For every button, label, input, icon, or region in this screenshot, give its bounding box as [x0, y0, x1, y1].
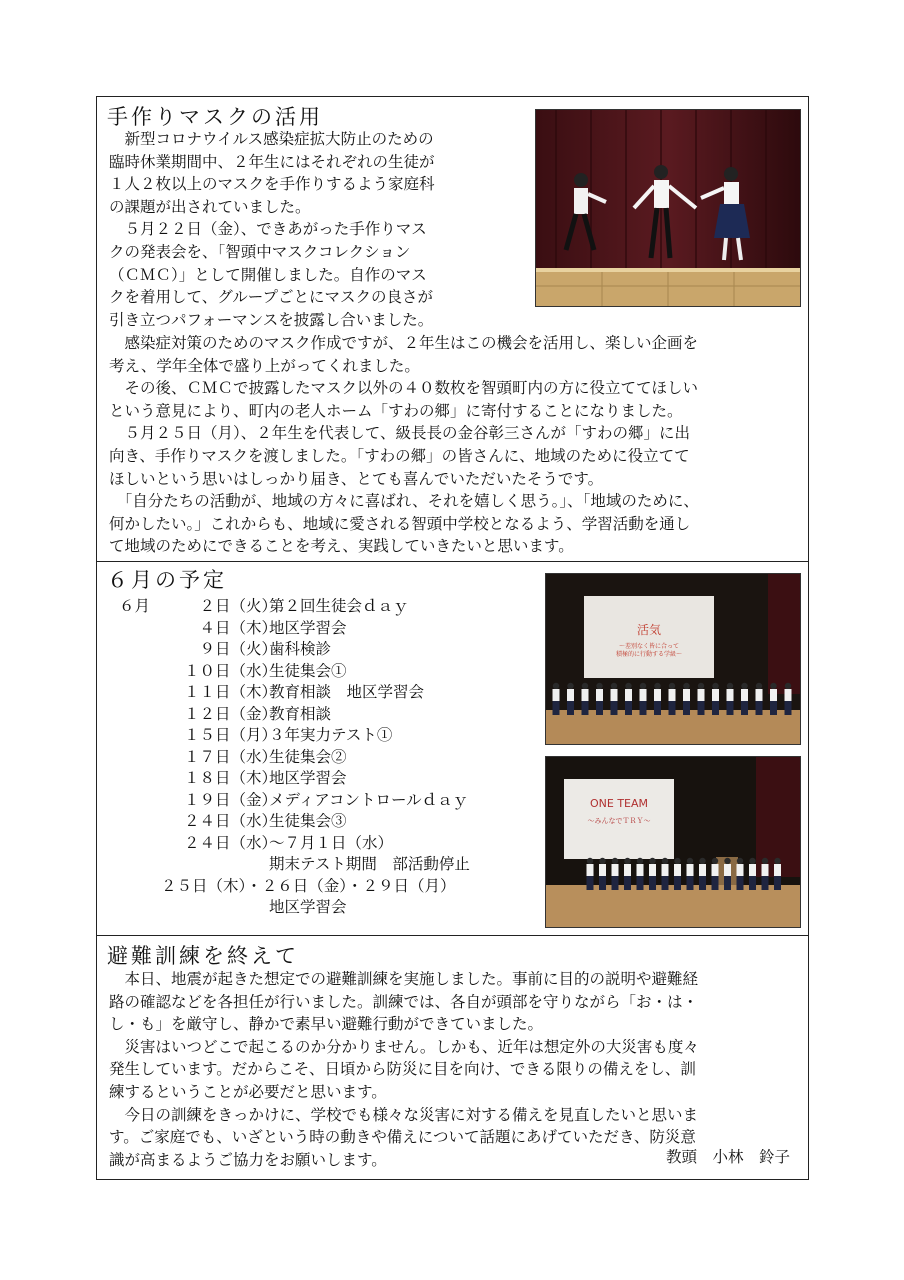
section-evacuation-drill: [96, 936, 809, 1180]
student-uniform: [596, 701, 603, 715]
schedule-date: １７日（水）: [183, 747, 277, 766]
screen-title: 活気: [636, 623, 662, 637]
text-line: （ＣＭＣ）」として開催しました。自作のマス: [109, 265, 427, 284]
schedule-event: 地区学習会: [269, 618, 347, 637]
text-line: 感染症対策のためのマスク作成ですが、２年生はこの機会を活用し、楽しい企画を: [109, 334, 699, 352]
text-line: 災害はいつどこで起こるのか分かりません。しかも、近年は想定外の大災害も度々: [109, 1037, 699, 1056]
student-shirt: [674, 864, 681, 876]
text-line: 「自分たちの活動が、地域の方々に喜ばれ、それを嬉しく思う。」、「地域のために、: [109, 492, 699, 511]
student-head: [640, 683, 646, 689]
student-head: [712, 858, 718, 864]
student-shirt: [737, 864, 744, 876]
text-line: 引き立つパフォーマンスを披露し合いました。: [109, 310, 434, 329]
schedule-event: 教育相談 地区学習会: [269, 683, 425, 701]
student-uniform: [712, 701, 719, 715]
paragraph-top: [109, 128, 435, 331]
student-uniform: [669, 701, 676, 715]
student-uniform: [687, 876, 694, 890]
student-uniform: [612, 876, 619, 890]
student-uniform: [698, 701, 705, 715]
paragraph-drill: [109, 968, 699, 1171]
text-line: し・も」を厳守し、静かで素早い避難行動ができていました。: [109, 1015, 544, 1034]
student-head: [624, 858, 630, 864]
student-shirt: [683, 689, 690, 701]
mask-performance-photo: [535, 109, 801, 307]
paragraph-full: [109, 332, 699, 558]
schedule-event: 教育相談: [269, 704, 332, 723]
text-line: て地域のためにできることを考え、実践していきたいと思います。: [109, 537, 574, 556]
student-head: [567, 683, 573, 689]
student-head: [649, 858, 655, 864]
student-shirt: [687, 864, 694, 876]
student-uniform: [699, 876, 706, 890]
text-line: す。ご家庭でも、いざという時の動きや備えについて話題にあげていただき、防災意: [109, 1128, 696, 1147]
student-uniform: [662, 876, 669, 890]
student-head: [654, 683, 660, 689]
text-line: 何かしたい。」これからも、地域に愛される智頭中学校となるよう、学習活動を通し: [109, 514, 691, 533]
student-head: [553, 683, 559, 689]
schedule-event: 第２回生徒会ｄａｙ: [269, 597, 409, 615]
screen-title: ONE TEAM: [589, 797, 649, 810]
student-head: [712, 683, 718, 689]
schedule-event: 生徒集会①: [269, 661, 347, 680]
student-shirt: [762, 864, 769, 876]
section-title: ６月の予定: [107, 568, 227, 592]
text-line: 考え、学年全体で盛り上がってくれました。: [109, 356, 420, 375]
student-shirt: [654, 689, 661, 701]
text-line: の課題が出されていました。: [109, 197, 311, 216]
section-title: 手作りマスクの活用: [107, 105, 323, 129]
section-handmade-masks: [96, 96, 809, 562]
student-shirt: [612, 864, 619, 876]
assembly-photo-2: [545, 756, 801, 928]
student-shirt: [625, 689, 632, 701]
schedule-event: 地区学習会: [269, 769, 347, 787]
schedule-date: １０日（水）: [183, 661, 277, 680]
student-uniform: [611, 701, 618, 715]
schedule-date: １５日（月）: [183, 726, 277, 744]
student-head: [662, 858, 668, 864]
student-head: [749, 858, 755, 864]
text-line: ５月２２日（金）、できあがった手作りマス: [109, 220, 427, 239]
student-uniform: [553, 701, 560, 715]
student-head: [762, 858, 768, 864]
text-line: 識が高まるようご協力をお願いします。: [109, 1150, 387, 1169]
student-uniform: [741, 701, 748, 715]
section-june-schedule: [96, 562, 809, 936]
schedule-event: 生徒集会②: [269, 747, 347, 766]
student-shirt: [582, 689, 589, 701]
schedule-date: １１日（木）: [183, 683, 277, 701]
text-line: 本日、地震が起きた想定での避難訓練を実施しました。事前に目的の説明や避難経: [109, 970, 699, 988]
student-uniform: [749, 876, 756, 890]
schedule-date: １９日（金）: [183, 790, 277, 809]
student-head: [699, 858, 705, 864]
student-shirt: [587, 864, 594, 876]
student-head: [683, 683, 689, 689]
text-line: 発生しています。だからこそ、日頃から防災に目を向け、できる限りの備えをし、訓: [109, 1060, 696, 1079]
schedule-date: ２４日（水）: [183, 812, 277, 830]
student-shirt: [553, 689, 560, 701]
student-shirt: [637, 864, 644, 876]
student-head: [785, 683, 791, 689]
student-head: [724, 858, 730, 864]
schedule-event: 歯科検診: [269, 640, 332, 658]
student-uniform: [683, 701, 690, 715]
student-shirt: [611, 689, 618, 701]
section-title: 避難訓練を終えて: [107, 944, 299, 968]
student-uniform: [724, 876, 731, 890]
screen-subtitle-2: 積極的に行動する学級～: [615, 651, 683, 658]
text-line: １人２枚以上のマスクを手作りするよう家庭科: [109, 175, 435, 194]
schedule-event: ３年実力テスト①: [269, 726, 393, 744]
student-head: [756, 683, 762, 689]
student-head: [770, 683, 776, 689]
student-shirt: [669, 689, 676, 701]
student-uniform: [640, 701, 647, 715]
student-shirt: [724, 864, 731, 876]
schedule-event: 地区学習会: [269, 898, 347, 916]
student-shirt: [774, 864, 781, 876]
student-uniform: [674, 876, 681, 890]
text-line: 練するということが必要だと思います。: [109, 1082, 387, 1101]
student-shirt: [640, 689, 647, 701]
student-shirt: [649, 864, 656, 876]
student-head: [611, 683, 617, 689]
student-head: [599, 858, 605, 864]
assembly-photo-1: [545, 573, 801, 745]
text-line: 臨時休業期間中、２年生にはそれぞれの生徒が: [109, 152, 435, 171]
student-shirt: [596, 689, 603, 701]
schedule-month: ６月: [119, 597, 151, 615]
student-head: [669, 683, 675, 689]
student-uniform: [624, 876, 631, 890]
student-head: [637, 858, 643, 864]
student-uniform: [654, 701, 661, 715]
student-shirt: [624, 864, 631, 876]
student-head: [741, 683, 747, 689]
student-shirt: [712, 689, 719, 701]
student-uniform: [599, 876, 606, 890]
student-shirt: [741, 689, 748, 701]
student-head: [698, 683, 704, 689]
schedule-event: 期末テスト期間 部活動停止: [269, 855, 470, 873]
student-uniform: [737, 876, 744, 890]
student-head: [674, 858, 680, 864]
text-line: ほしいという思いはしっかり届き、とても喜んでいただいたそうです。: [109, 469, 604, 488]
student-head: [774, 858, 780, 864]
student-uniform: [770, 701, 777, 715]
text-line: 新型コロナウイルス感染症拡大防止のための: [109, 130, 434, 148]
student-uniform: [649, 876, 656, 890]
student-uniform: [625, 701, 632, 715]
student-head: [687, 858, 693, 864]
text-line: ５月２５日（月）、２年生を代表して、級長長の金谷彰三さんが「すわの郷」に出: [109, 424, 690, 443]
schedule-event: 生徒集会③: [269, 812, 347, 830]
student-head: [596, 683, 602, 689]
text-line: クの発表会を、「智頭中マスクコレクション: [109, 242, 411, 261]
schedule-date: １８日（木）: [183, 769, 277, 787]
student-shirt: [599, 864, 606, 876]
student-uniform: [712, 876, 719, 890]
student-shirt: [749, 864, 756, 876]
student-head: [737, 858, 743, 864]
student-uniform: [587, 876, 594, 890]
text-line: その後、ＣＭＣで披露したマスク以外の４０数枚を智頭町内の方に役立ててほしい: [109, 379, 699, 398]
signature: 教頭 小林 鈴子: [665, 1148, 790, 1166]
student-shirt: [662, 864, 669, 876]
schedule-date: ２４日（水）: [183, 833, 277, 852]
schedule-date: ９日（火）: [199, 640, 277, 658]
student-shirt: [785, 689, 792, 701]
student-uniform: [785, 701, 792, 715]
student-shirt: [770, 689, 777, 701]
student-head: [727, 683, 733, 689]
text-line: 向き、手作りマスクを渡しました。「すわの郷」の皆さんに、地域のために役立てて: [109, 446, 690, 465]
student-shirt: [756, 689, 763, 701]
student-uniform: [762, 876, 769, 890]
student-shirt: [727, 689, 734, 701]
screen-subtitle: ～みんなでＴＲＹ～: [587, 817, 651, 825]
schedule-event: メディアコントロールｄａｙ: [269, 790, 469, 809]
text-line: 路の確認などを各担任が行いました。訓練では、各自が頭部を守りながら「お・は・: [109, 992, 699, 1011]
student-uniform: [774, 876, 781, 890]
student-head: [582, 683, 588, 689]
schedule-date: ２日（火）: [199, 597, 277, 615]
student-uniform: [637, 876, 644, 890]
student-uniform: [727, 701, 734, 715]
screen-subtitle-1: ～差別なく皆に合って: [618, 643, 680, 650]
schedule-date: ４日（木）: [199, 618, 277, 637]
student-uniform: [567, 701, 574, 715]
student-shirt: [567, 689, 574, 701]
text-line: 今日の訓練をきっかけに、学校でも様々な災害に対する備えを見直したいと思いま: [109, 1105, 699, 1124]
student-head: [612, 858, 618, 864]
student-uniform: [582, 701, 589, 715]
text-line: という意見により、町内の老人ホーム「すわの郷」に寄付することになりました。: [109, 401, 683, 420]
student-shirt: [699, 864, 706, 876]
student-uniform: [756, 701, 763, 715]
schedule-date: １２日（金）: [183, 704, 277, 723]
student-shirt: [712, 864, 719, 876]
text-line: クを着用して、グループごとにマスクの良さが: [109, 288, 433, 307]
student-head: [625, 683, 631, 689]
schedule-event: ～７月１日（水）: [269, 833, 394, 852]
student-head: [587, 858, 593, 864]
student-shirt: [698, 689, 705, 701]
schedule-date: ２５日（木）・２６日（金）・２９日（月）: [161, 876, 456, 895]
